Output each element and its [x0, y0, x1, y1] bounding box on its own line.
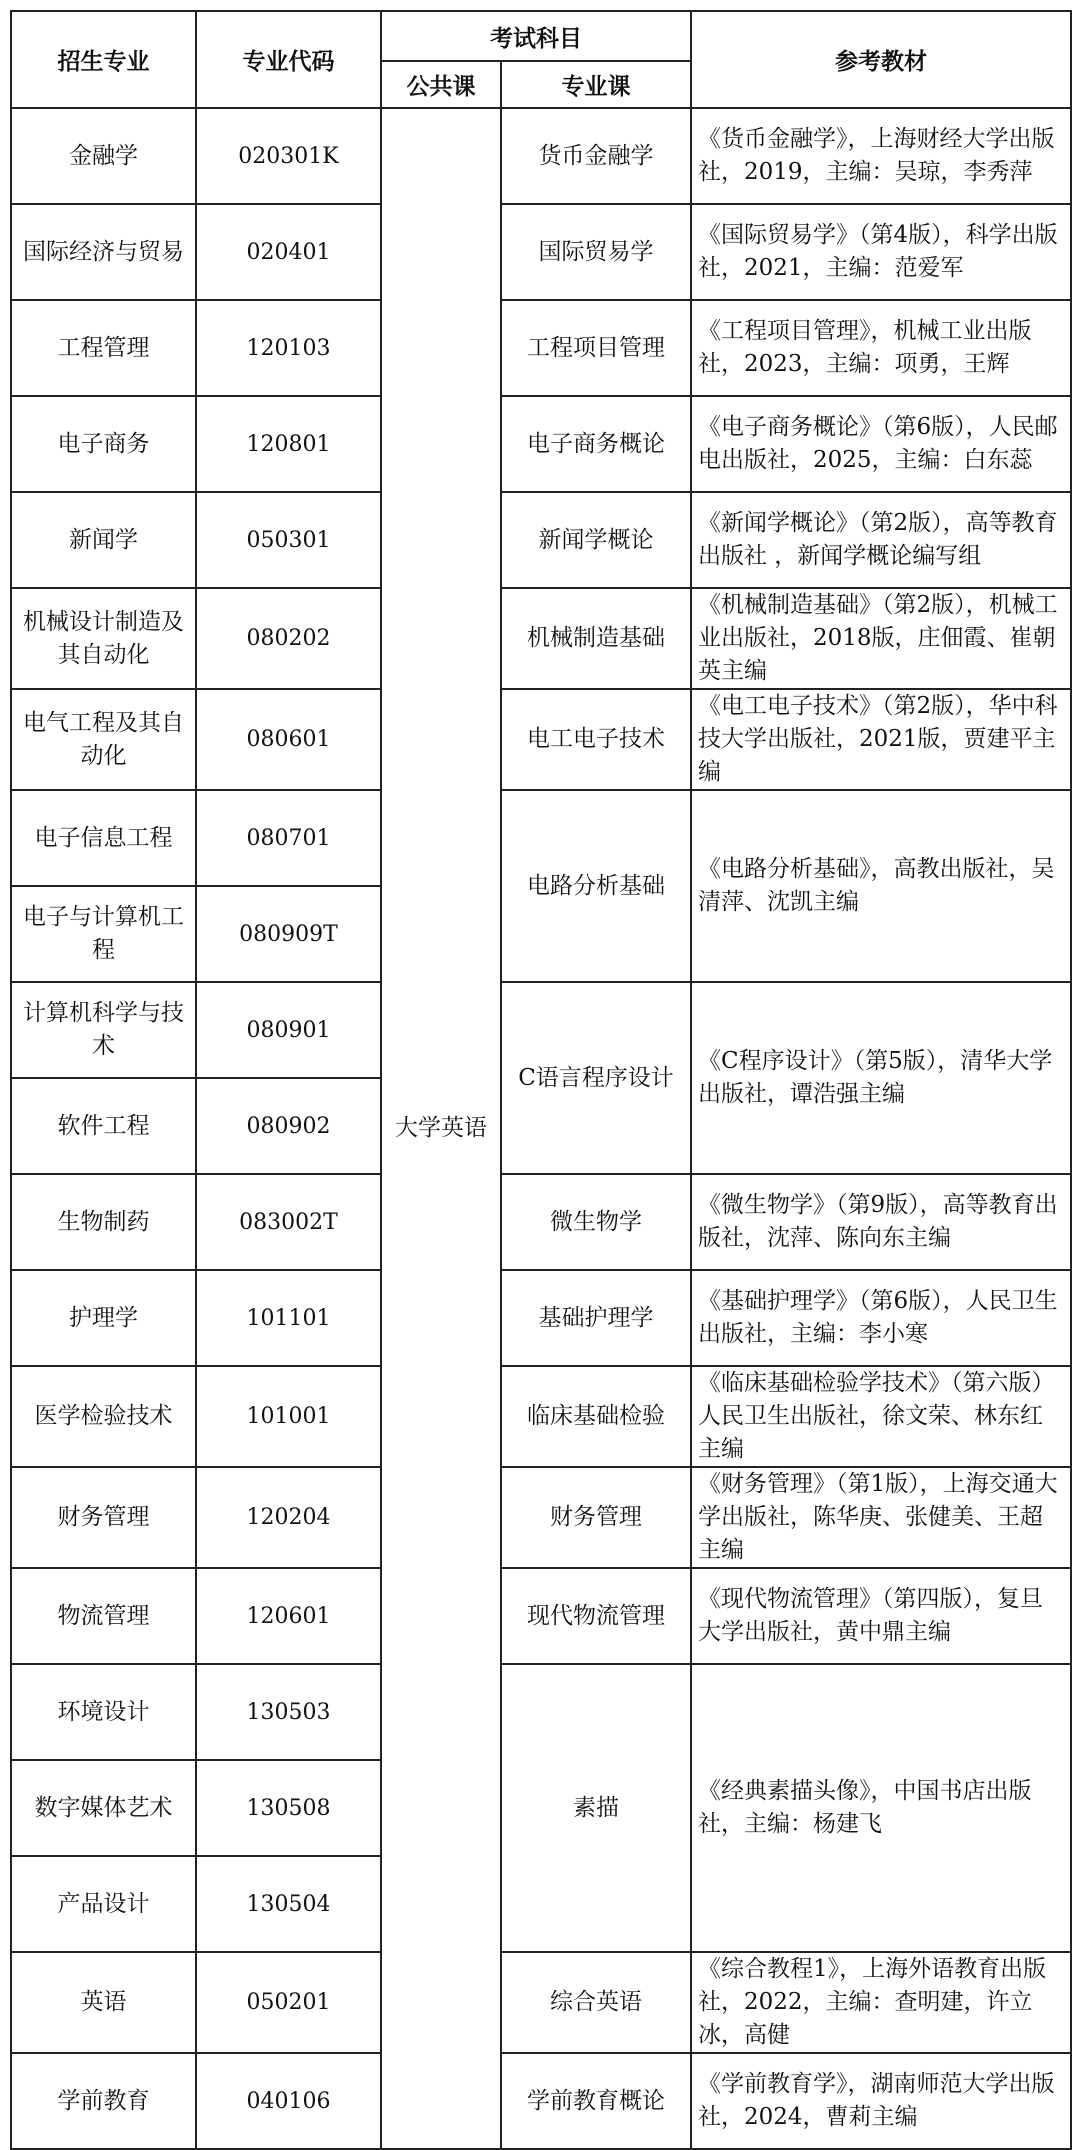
code-cell: 050301	[196, 492, 381, 588]
major-cell: 国际经济与贸易	[11, 204, 196, 300]
code-cell: 101101	[196, 1270, 381, 1366]
reference-cell: 《机械制造基础》（第2版），机械工业出版社，2018版，庄佃霞、崔朝英主编	[691, 588, 1071, 689]
course-cell: 基础护理学	[501, 1270, 691, 1366]
course-cell: 素描	[501, 1664, 691, 1952]
code-cell: 020401	[196, 204, 381, 300]
code-cell: 083002T	[196, 1174, 381, 1270]
reference-cell: 《货币金融学》，上海财经大学出版社，2019，主编：吴琼，李秀萍	[691, 108, 1071, 204]
reference-cell: 《现代物流管理》（第四版），复旦大学出版社，黄中鼎主编	[691, 1568, 1071, 1664]
admission-table	[10, 10, 1072, 2150]
reference-cell: 《C程序设计》（第5版），清华大学出版社，谭浩强主编	[691, 982, 1071, 1174]
course-cell: C语言程序设计	[501, 982, 691, 1174]
major-cell: 产品设计	[11, 1856, 196, 1952]
table-row	[11, 492, 1071, 588]
table-row	[11, 1568, 1071, 1664]
code-cell: 080901	[196, 982, 381, 1078]
course-cell: 电路分析基础	[501, 790, 691, 982]
code-cell: 080701	[196, 790, 381, 886]
table-row	[11, 689, 1071, 790]
course-cell: 电子商务概论	[501, 396, 691, 492]
header-professional: 专业课	[501, 61, 691, 108]
major-cell: 电子与计算机工程	[11, 886, 196, 982]
header-exam: 考试科目	[381, 11, 691, 61]
header-reference: 参考教材	[691, 11, 1071, 108]
reference-cell: 《临床基础检验学技术》（第六版）人民卫生出版社，徐文荣、林东红主编	[691, 1366, 1071, 1467]
reference-cell: 《国际贸易学》（第4版），科学出版社，2021，主编：范爱军	[691, 204, 1071, 300]
header-major: 招生专业	[11, 11, 196, 108]
table-row	[11, 1952, 1071, 2053]
table-row	[11, 204, 1071, 300]
major-cell: 护理学	[11, 1270, 196, 1366]
reference-cell: 《工程项目管理》，机械工业出版社，2023，主编：项勇，王辉	[691, 300, 1071, 396]
code-cell: 080601	[196, 689, 381, 790]
major-cell: 新闻学	[11, 492, 196, 588]
reference-cell: 《新闻学概论》（第2版），高等教育出版社 ，新闻学概论编写组	[691, 492, 1071, 588]
code-cell: 101001	[196, 1366, 381, 1467]
major-cell: 生物制药	[11, 1174, 196, 1270]
major-cell: 软件工程	[11, 1078, 196, 1174]
course-cell: 临床基础检验	[501, 1366, 691, 1467]
code-cell: 120204	[196, 1467, 381, 1568]
table-row	[11, 1270, 1071, 1366]
table-row	[11, 1174, 1071, 1270]
major-cell: 环境设计	[11, 1664, 196, 1760]
code-cell: 080909T	[196, 886, 381, 982]
course-cell: 货币金融学	[501, 108, 691, 204]
major-cell: 金融学	[11, 108, 196, 204]
public-course-cell: 大学英语	[381, 108, 501, 2149]
major-cell: 计算机科学与技术	[11, 982, 196, 1078]
reference-cell: 《电工电子技术》（第2版），华中科技大学出版社，2021版，贾建平主编	[691, 689, 1071, 790]
reference-cell: 《学前教育学》，湖南师范大学出版社，2024，曹莉主编	[691, 2053, 1071, 2149]
header-public: 公共课	[381, 61, 501, 108]
course-cell: 电工电子技术	[501, 689, 691, 790]
course-cell: 财务管理	[501, 1467, 691, 1568]
table-row	[11, 1366, 1071, 1467]
major-cell: 机械设计制造及其自动化	[11, 588, 196, 689]
course-cell: 学前教育概论	[501, 2053, 691, 2149]
code-cell: 130503	[196, 1664, 381, 1760]
reference-cell: 《电子商务概论》（第6版），人民邮电出版社，2025，主编：白东蕊	[691, 396, 1071, 492]
major-cell: 电子商务	[11, 396, 196, 492]
course-cell: 国际贸易学	[501, 204, 691, 300]
major-cell: 英语	[11, 1952, 196, 2053]
major-cell: 电气工程及其自动化	[11, 689, 196, 790]
major-cell: 工程管理	[11, 300, 196, 396]
course-cell: 新闻学概论	[501, 492, 691, 588]
code-cell: 080202	[196, 588, 381, 689]
course-cell: 工程项目管理	[501, 300, 691, 396]
reference-cell: 《经典素描头像》，中国书店出版社，主编：杨建飞	[691, 1664, 1071, 1952]
major-cell: 物流管理	[11, 1568, 196, 1664]
course-cell: 现代物流管理	[501, 1568, 691, 1664]
reference-cell: 《微生物学》（第9版），高等教育出版社，沈萍、陈向东主编	[691, 1174, 1071, 1270]
course-cell: 微生物学	[501, 1174, 691, 1270]
major-cell: 数字媒体艺术	[11, 1760, 196, 1856]
major-cell: 学前教育	[11, 2053, 196, 2149]
reference-cell: 《综合教程1》，上海外语教育出版社，2022，主编：查明建，许立冰，高健	[691, 1952, 1071, 2053]
code-cell: 050201	[196, 1952, 381, 2053]
table-row	[11, 396, 1071, 492]
course-cell: 机械制造基础	[501, 588, 691, 689]
table-row	[11, 588, 1071, 689]
code-cell: 130504	[196, 1856, 381, 1952]
major-cell: 财务管理	[11, 1467, 196, 1568]
reference-cell: 《财务管理》（第1版），上海交通大学出版社，陈华庚、张健美、王超主编	[691, 1467, 1071, 1568]
code-cell: 130508	[196, 1760, 381, 1856]
code-cell: 120601	[196, 1568, 381, 1664]
code-cell: 120801	[196, 396, 381, 492]
code-cell: 120103	[196, 300, 381, 396]
table-row	[11, 1664, 1071, 1760]
table-row	[11, 982, 1071, 1078]
code-cell: 040106	[196, 2053, 381, 2149]
table-row	[11, 790, 1071, 886]
table-row	[11, 300, 1071, 396]
major-cell: 电子信息工程	[11, 790, 196, 886]
code-cell: 080902	[196, 1078, 381, 1174]
reference-cell: 《基础护理学》（第6版），人民卫生出版社，主编：李小寒	[691, 1270, 1071, 1366]
table-row	[11, 108, 1071, 204]
table-row	[11, 2053, 1071, 2149]
reference-cell: 《电路分析基础》，高教出版社，吴清萍、沈凯主编	[691, 790, 1071, 982]
code-cell: 020301K	[196, 108, 381, 204]
header-code: 专业代码	[196, 11, 381, 108]
table-row	[11, 1467, 1071, 1568]
course-cell: 综合英语	[501, 1952, 691, 2053]
major-cell: 医学检验技术	[11, 1366, 196, 1467]
